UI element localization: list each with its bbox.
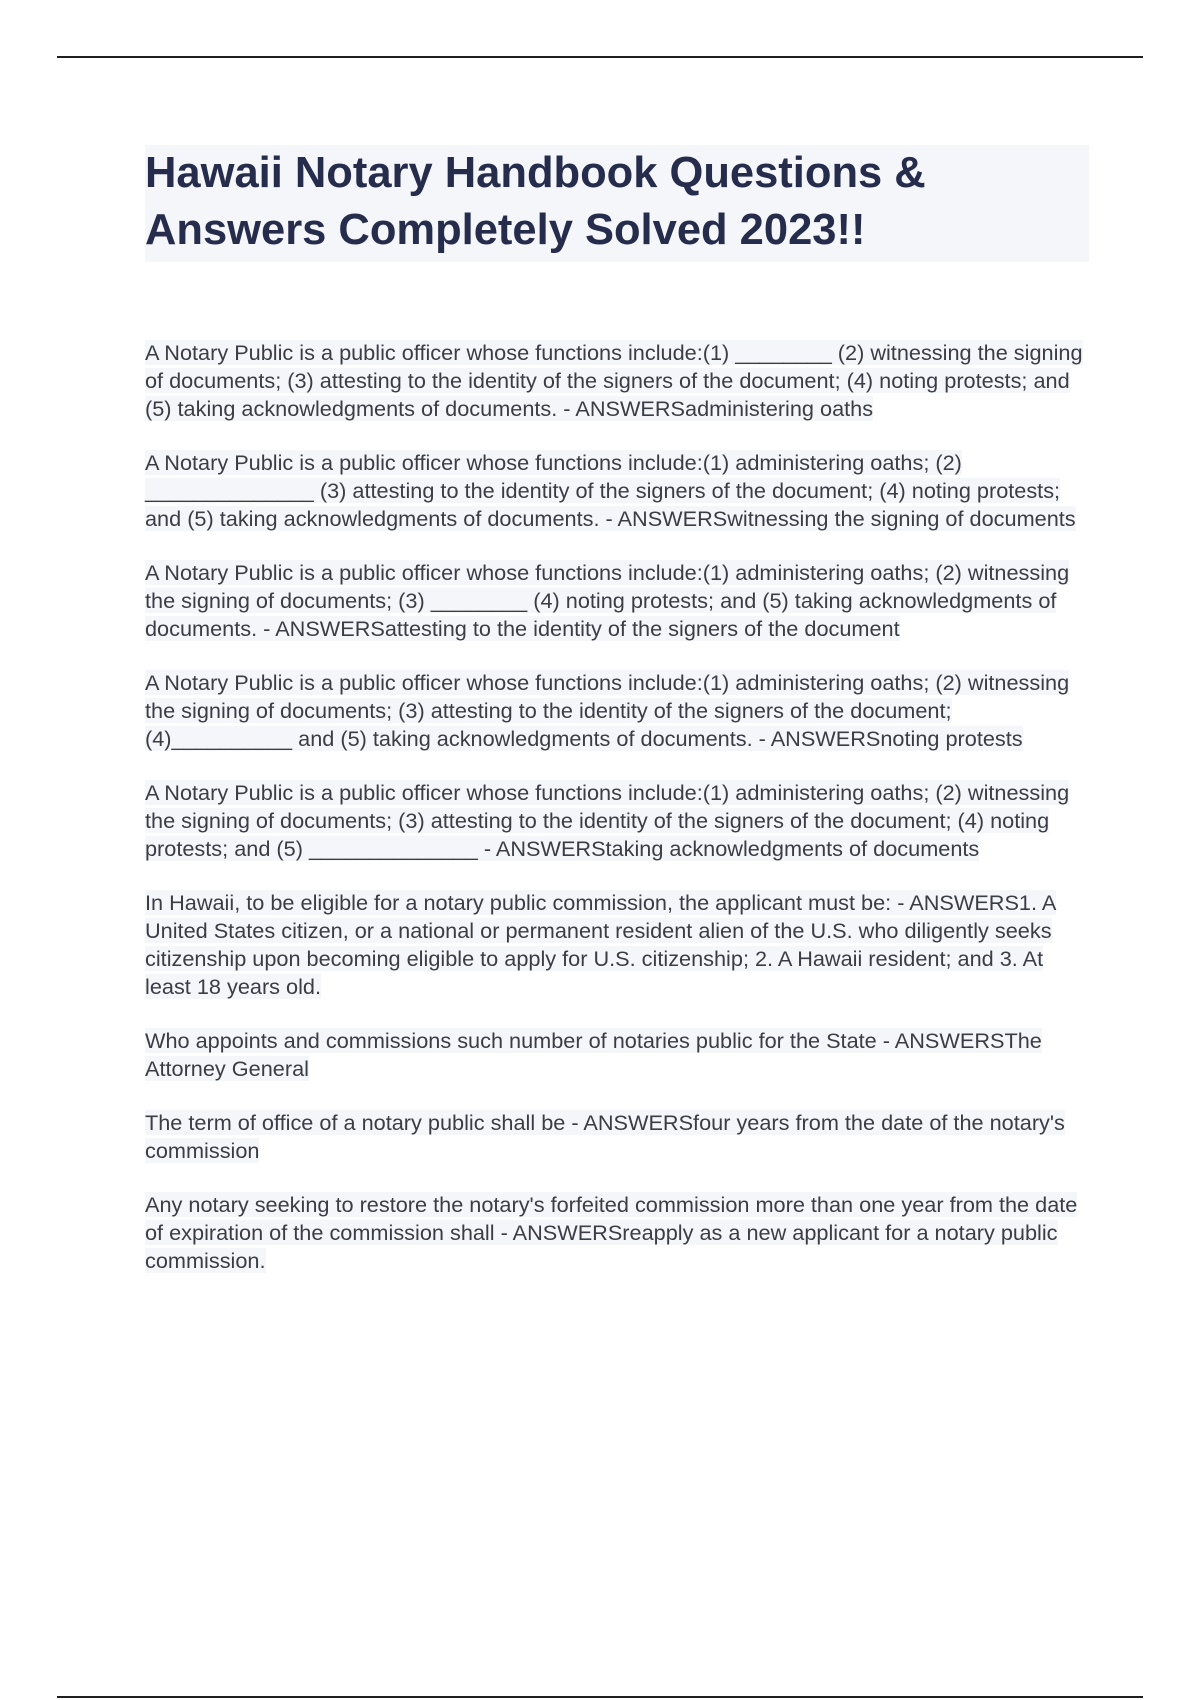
qa-item bbox=[145, 669, 1085, 753]
bottom-rule bbox=[57, 1696, 1143, 1698]
qa-item bbox=[145, 449, 1085, 533]
qa-item bbox=[145, 1109, 1085, 1165]
qa-text: A Notary Public is a public officer whose functions include:(1) administering oaths; (2) witnessing the signing of documents; (3) attesting to the identity of the signers of the document; (4) noting protests; and (5) ______________ - ANSWERStaking acknowledgments of documents bbox=[145, 780, 1070, 861]
qa-text: The term of office of a notary public shall be - ANSWERSfour years from the date of the notary's commission bbox=[145, 1110, 1065, 1163]
document-title: Hawaii Notary Handbook Questions & Answers Completely Solved 2023!! bbox=[145, 145, 1089, 262]
qa-text: In Hawaii, to be eligible for a notary public commission, the applicant must be: - ANSWERS1. A United States citizen, or a national or permanent resident alien of the U.S. who diligently seeks citizenship upon becoming eligible to apply for U.S. citizenship; 2. A Hawaii resident; and 3. At least 18 years old. bbox=[145, 890, 1057, 999]
qa-item bbox=[145, 1027, 1085, 1083]
qa-text: A Notary Public is a public officer whose functions include:(1) administering oaths; (2) witnessing the signing of documents; (3) attesting to the identity of the signers of the document; (4)__________ and (5) taking acknowledgments of documents. - ANSWERSnoting protests bbox=[145, 670, 1070, 751]
qa-item bbox=[145, 889, 1085, 1001]
qa-item bbox=[145, 779, 1085, 863]
qa-item bbox=[145, 339, 1085, 423]
qa-item bbox=[145, 559, 1085, 643]
qa-text: A Notary Public is a public officer whose functions include:(1) administering oaths; (2) witnessing the signing of documents; (3) ________ (4) noting protests; and (5) taking acknowledgments of documents. - ANSWERSattesting to the identity of the signers of the document bbox=[145, 560, 1070, 641]
qa-text: A Notary Public is a public officer whose functions include:(1) administering oaths; (2) ______________ (3) attesting to the identity of the signers of the document; (4) noting protests; and (5) taking acknowledgments of documents. - ANSWERSwitnessing the signing of documents bbox=[145, 450, 1076, 531]
qa-list bbox=[145, 339, 1085, 1301]
top-rule bbox=[57, 56, 1143, 58]
qa-text: Who appoints and commissions such number of notaries public for the State - ANSWERSThe Attorney General bbox=[145, 1028, 1042, 1081]
qa-item bbox=[145, 1191, 1085, 1275]
qa-text: A Notary Public is a public officer whose functions include:(1) ________ (2) witnessing the signing of documents; (3) attesting to the identity of the signers of the document; (4) noting protests; and (5) taking acknowledgments of documents. - ANSWERSadministering oaths bbox=[145, 340, 1083, 421]
qa-text: Any notary seeking to restore the notary's forfeited commission more than one year from the date of expiration of the commission shall - ANSWERSreapply as a new applicant for a notary public commission. bbox=[145, 1192, 1078, 1273]
